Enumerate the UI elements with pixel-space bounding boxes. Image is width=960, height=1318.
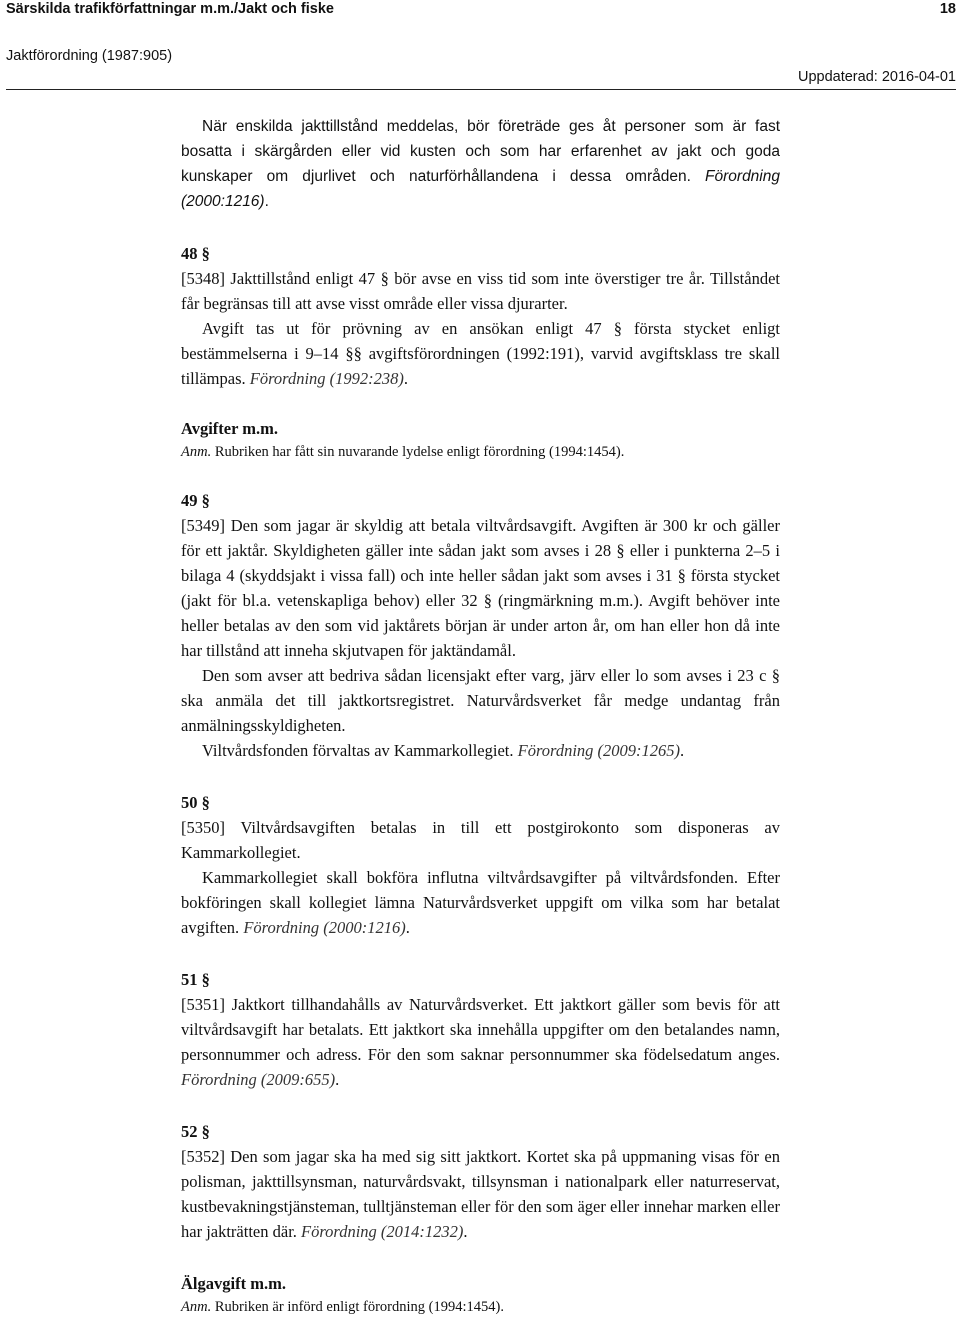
- section-49-text: Viltvårdsfonden förvaltas av Kammarkollegiet.: [202, 741, 518, 760]
- algavgift-note: [181, 1296, 780, 1318]
- section-50-paragraph-2: [181, 865, 780, 940]
- collection-title: Särskilda trafikförfattningar m.m./Jakt och fiske: [6, 1, 334, 17]
- section-50-ordinance-ref: Förordning (2000:1216): [243, 918, 406, 937]
- section-50-tail: .: [405, 918, 410, 937]
- avgifter-note-text: Rubriken har fått sin nuvarande lydelse enligt förordning (1994:1454).: [211, 444, 625, 460]
- section-52-ordinance-ref: Förordning (2014:1232): [301, 1222, 464, 1241]
- section-49-tail: .: [680, 741, 685, 760]
- section-51-paragraph-1: [181, 992, 780, 1092]
- section-49-paragraph-2: Den som avser att bedriva sådan licensjakt efter varg, järv eller lo som avses i 23 c § ska anmäla det till jaktkortsregistret. Naturvårdsverket får medge undantag från anmälningsskyldigheten.: [181, 666, 780, 735]
- section-49-number: 49 §: [181, 491, 210, 510]
- heading-algavgift: Älgavgift m.m.: [181, 1274, 286, 1293]
- section-48-tail: .: [403, 369, 409, 388]
- section-49-ordinance-ref: Förordning (2009:1265): [517, 741, 681, 760]
- section-52-text: [5352] Den som jagar ska ha med sig sitt jaktkort. Kortet ska på uppmaning visas för en polisman, jakttillsynsman, naturvårdsvakt, tillsynsman i nationalpark eller naturreservat, kustbevakningstjänsteman, tulltjänsteman eller för den som äger eller innehar marken eller har jakträtten där.: [181, 1147, 780, 1241]
- avgifter-note: [181, 441, 780, 463]
- section-51-ordinance-ref: Förordning (2009:655): [181, 1070, 336, 1089]
- section-50-text: Kammarkollegiet skall bokföra influtna viltvårdsavgifter på viltvårdsfonden. Efter bokföringen skall kollegiet lämna Naturvårdsverket uppgift om vilka som har betalat avgiften.: [181, 868, 780, 937]
- section-51-tail: .: [335, 1070, 340, 1089]
- updated-date: Uppdaterad: 2016-04-01: [797, 69, 956, 85]
- section-48-text: Avgift tas ut för prövning av en ansökan enligt 47 § första stycket enligt bestämmelserna i 9–14 §§ avgiftsförordningen (1992:191), varvid avgiftsklass tre skall tillämpas.: [181, 319, 780, 388]
- algavgift-note-label: Anm.: [181, 1299, 212, 1315]
- avgifter-note-label: Anm.: [181, 444, 212, 460]
- algavgift-note-text: Rubriken är införd enligt förordning (1994:1454).: [211, 1299, 504, 1315]
- section-51-number: 51 §: [181, 970, 210, 989]
- intro-ordinance-ref: Förordning (2000:1216): [181, 168, 780, 210]
- section-48-ordinance-ref: Förordning (1992:238): [249, 369, 404, 388]
- intro-tail: .: [264, 193, 269, 210]
- section-48-paragraph-1: [5348] Jakttillstånd enligt 47 § bör avse en viss tid som inte överstiger tre år. Tillståndet får begränsas till att avse visst område eller vissa djurarter.: [181, 269, 780, 313]
- section-52-paragraph-1: [181, 1144, 780, 1244]
- heading-avgifter: Avgifter m.m.: [181, 419, 278, 438]
- statute-reference: Jaktförordning (1987:905): [6, 48, 173, 64]
- section-51-text: [5351] Jaktkort tillhandahålls av Naturvårdsverket. Ett jaktkort gäller som bevis för att viltvårdsavgift har betalats. Ett jaktkort ska innehålla uppgifter om den betalandes namn, personnummer och adress. För den som saknar personnummer ska födelsedatum anges.: [181, 995, 780, 1064]
- section-52-tail: .: [463, 1222, 468, 1241]
- section-49-paragraph-3: [181, 738, 780, 763]
- section-52-number: 52 §: [181, 1122, 210, 1141]
- section-49-paragraph-1: [5349] Den som jagar är skyldig att betala viltvårdsavgift. Avgiften är 300 kr och gäller för ett jaktår. Skyldigheten gäller inte sådan jakt som avses i 28 § eller i punkterna 2–5 i bilaga 4 (skyddsjakt i vissa fall) och inte heller sådan jakt som avses i 31 § första stycket (jakt för bl.a. vetenskapliga behov) eller 32 § (ringmärkning m.m.). Avgift behöver inte heller betalas av den som vid jaktårets början är under arton år, om han eller hon då inte har tillstånd att inneha skjutvapen för jaktändamål.: [181, 516, 780, 660]
- section-50-number: 50 §: [181, 793, 210, 812]
- intro-text: När enskilda jakttillstånd meddelas, bör företräde ges åt personer som är fast bosatta i skärgården eller vid kusten och som har erfarenhet av jakt och goda kunskaper om djurlivet och naturförhållandena i dessa områden.: [181, 118, 780, 185]
- document-body: [181, 114, 780, 1318]
- page-header: [6, 0, 956, 92]
- section-48-paragraph-2: [181, 316, 780, 391]
- header-divider: [6, 89, 956, 90]
- section-50-paragraph-1: [5350] Viltvårdsavgiften betalas in till ett postgirokonto som disponeras av Kammarkollegiet.: [181, 818, 780, 862]
- section-48-number: 48 §: [181, 244, 210, 263]
- intro-paragraph: [181, 114, 780, 214]
- page-number: 18: [939, 1, 956, 17]
